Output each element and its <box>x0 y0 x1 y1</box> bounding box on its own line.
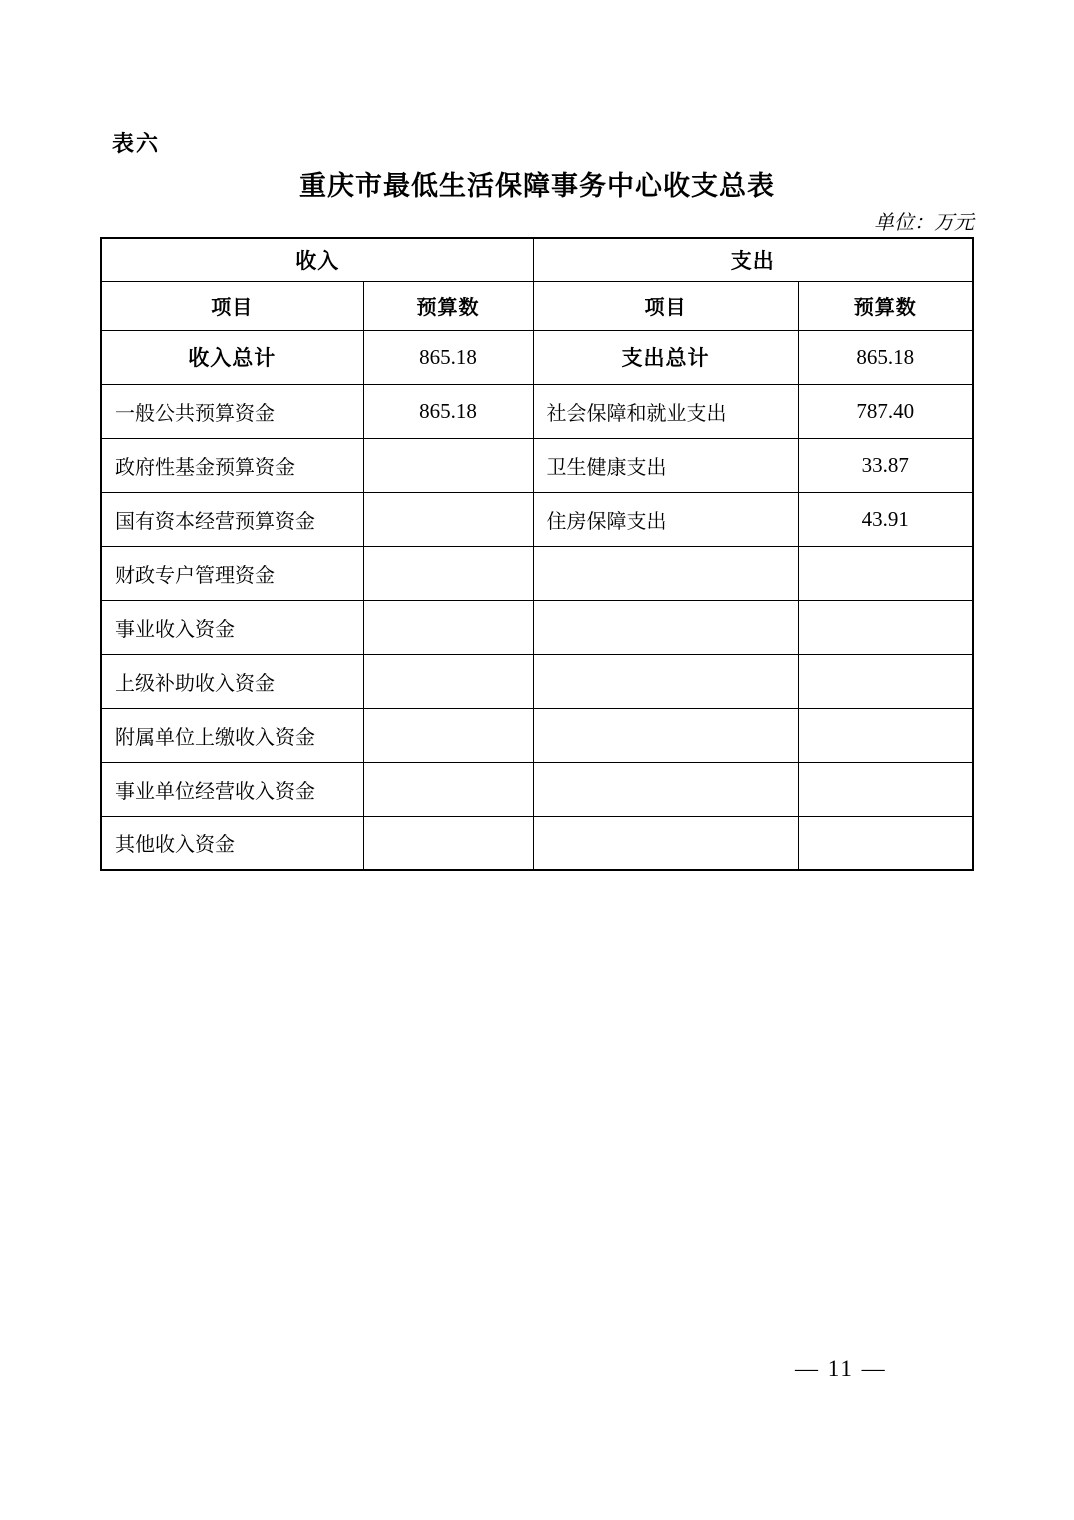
income-budget-cell: 865.18 <box>363 330 533 384</box>
expense-item-cell <box>533 816 798 870</box>
income-budget-cell <box>363 546 533 600</box>
table-row <box>101 600 973 654</box>
income-item-header: 项目 <box>101 281 363 330</box>
group-header-row <box>101 238 973 281</box>
expense-item-header: 项目 <box>533 281 798 330</box>
income-item-cell: 附属单位上缴收入资金 <box>101 708 363 762</box>
income-item-cell: 其他收入资金 <box>101 816 363 870</box>
table-row <box>101 330 973 384</box>
expense-budget-cell <box>798 762 973 816</box>
income-item-cell: 事业单位经营收入资金 <box>101 762 363 816</box>
income-item-cell: 收入总计 <box>101 330 363 384</box>
expense-budget-cell <box>798 654 973 708</box>
expense-budget-cell: 787.40 <box>798 384 973 438</box>
table-row <box>101 762 973 816</box>
income-item-cell: 政府性基金预算资金 <box>101 438 363 492</box>
expense-item-cell: 住房保障支出 <box>533 492 798 546</box>
expense-item-cell: 支出总计 <box>533 330 798 384</box>
unit-note: 单位：万元 <box>874 212 974 234</box>
income-budget-cell <box>363 600 533 654</box>
expense-item-cell <box>533 600 798 654</box>
expense-budget-cell <box>798 708 973 762</box>
expense-budget-cell: 865.18 <box>798 330 973 384</box>
income-item-cell: 国有资本经营预算资金 <box>101 492 363 546</box>
income-item-cell: 事业收入资金 <box>101 600 363 654</box>
table-row <box>101 438 973 492</box>
income-item-cell: 上级补助收入资金 <box>101 654 363 708</box>
page-number: — 11 — <box>795 1356 887 1381</box>
expense-budget-cell <box>798 816 973 870</box>
expense-budget-cell <box>798 546 973 600</box>
table-label: 表六 <box>112 131 161 156</box>
expense-budget-cell: 43.91 <box>798 492 973 546</box>
table-row <box>101 654 973 708</box>
income-budget-cell <box>363 708 533 762</box>
income-budget-cell <box>363 762 533 816</box>
expense-item-cell: 社会保障和就业支出 <box>533 384 798 438</box>
table-row <box>101 492 973 546</box>
expense-group-header: 支出 <box>533 238 973 281</box>
expense-budget-header: 预算数 <box>798 281 973 330</box>
table-row <box>101 816 973 870</box>
column-header-row <box>101 281 973 330</box>
document-title: 重庆市最低生活保障事务中心收支总表 <box>299 171 775 201</box>
income-budget-cell <box>363 654 533 708</box>
expense-item-cell <box>533 546 798 600</box>
income-budget-cell <box>363 492 533 546</box>
income-item-cell: 财政专户管理资金 <box>101 546 363 600</box>
income-budget-cell: 865.18 <box>363 384 533 438</box>
expense-budget-cell <box>798 600 973 654</box>
expense-item-cell: 卫生健康支出 <box>533 438 798 492</box>
income-budget-header: 预算数 <box>363 281 533 330</box>
table-row <box>101 384 973 438</box>
budget-table <box>100 237 974 871</box>
income-budget-cell <box>363 816 533 870</box>
expense-item-cell <box>533 708 798 762</box>
income-group-header: 收入 <box>101 238 533 281</box>
expense-item-cell <box>533 654 798 708</box>
expense-budget-cell: 33.87 <box>798 438 973 492</box>
income-item-cell: 一般公共预算资金 <box>101 384 363 438</box>
table-row <box>101 708 973 762</box>
expense-item-cell <box>533 762 798 816</box>
table-row <box>101 546 973 600</box>
income-budget-cell <box>363 438 533 492</box>
